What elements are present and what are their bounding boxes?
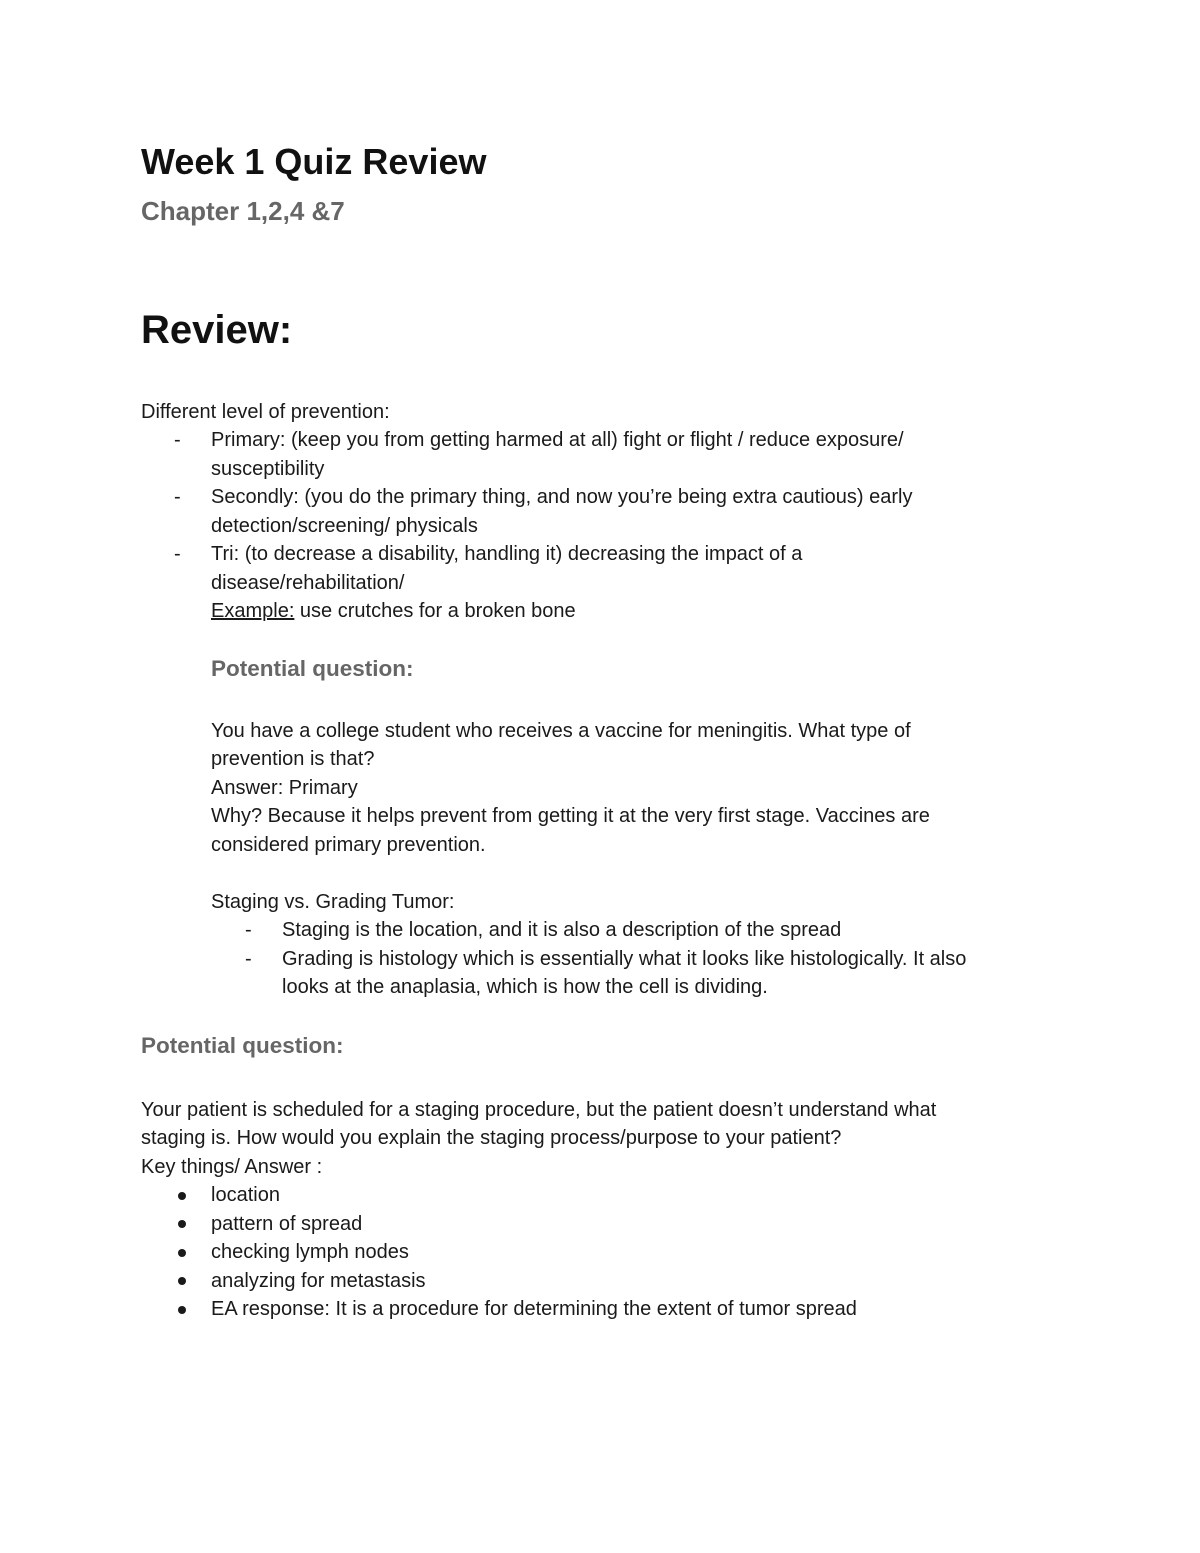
level-tertiary-line2: disease/rehabilitation/ bbox=[211, 572, 405, 594]
pq2-line: staging is. How would you explain the staging process/purpose to your patient? bbox=[141, 1127, 842, 1149]
example-text: use crutches for a broken bone bbox=[294, 600, 576, 622]
bullet-icon bbox=[178, 1192, 186, 1200]
level-primary-line1: Primary: (keep you from getting harmed at all) fight or flight / reduce exposure/ bbox=[211, 429, 904, 451]
level-secondary-line1: Secondly: (you do the primary thing, and now you’re being extra cautious) early bbox=[211, 486, 913, 508]
review-heading: Review: bbox=[141, 308, 293, 352]
grading-item-line2: looks at the anaplasia, which is how the cell is dividing. bbox=[282, 976, 768, 998]
bullet-icon bbox=[178, 1249, 186, 1257]
key-thing-item: pattern of spread bbox=[211, 1213, 363, 1235]
doc-title: Week 1 Quiz Review bbox=[141, 141, 487, 182]
list-dash: - bbox=[174, 486, 181, 508]
example-label: Example: bbox=[211, 600, 295, 622]
prevention-intro: Different level of prevention: bbox=[141, 401, 390, 423]
key-thing-item: analyzing for metastasis bbox=[211, 1270, 426, 1292]
pq1-line: considered primary prevention. bbox=[211, 834, 486, 856]
list-dash: - bbox=[245, 919, 252, 941]
pq1-line: You have a college student who receives a vaccine for meningitis. What type of bbox=[211, 720, 911, 742]
potential-question-heading-1: Potential question: bbox=[211, 656, 414, 681]
bullet-icon bbox=[178, 1306, 186, 1314]
pq2-line: Your patient is scheduled for a staging procedure, but the patient doesn’t understand what bbox=[141, 1099, 937, 1121]
list-dash: - bbox=[174, 543, 181, 565]
key-thing-item: checking lymph nodes bbox=[211, 1241, 409, 1263]
list-dash: - bbox=[174, 429, 181, 451]
potential-question-heading-2: Potential question: bbox=[141, 1033, 344, 1058]
doc-subtitle: Chapter 1,2,4 &7 bbox=[141, 196, 345, 226]
key-things-label: Key things/ Answer : bbox=[141, 1156, 323, 1178]
key-thing-item: location bbox=[211, 1184, 280, 1206]
pq1-line: prevention is that? bbox=[211, 748, 375, 770]
key-thing-item: EA response: It is a procedure for determining the extent of tumor spread bbox=[211, 1298, 857, 1320]
level-secondary-line2: detection/screening/ physicals bbox=[211, 515, 478, 537]
grading-item-line1: Grading is histology which is essentially what it looks like histologically. It also bbox=[282, 948, 967, 970]
example-line bbox=[211, 597, 576, 626]
level-tertiary-line1: Tri: (to decrease a disability, handling it) decreasing the impact of a bbox=[211, 543, 803, 565]
pq1-answer: Answer: Primary bbox=[211, 777, 358, 799]
bullet-icon bbox=[178, 1220, 186, 1228]
staging-item-line1: Staging is the location, and it is also a description of the spread bbox=[282, 919, 842, 941]
bullet-icon bbox=[178, 1277, 186, 1285]
level-primary-line2: susceptibility bbox=[211, 458, 325, 480]
pq1-line: Why? Because it helps prevent from getting it at the very first stage. Vaccines are bbox=[211, 805, 930, 827]
list-dash: - bbox=[245, 948, 252, 970]
staging-intro: Staging vs. Grading Tumor: bbox=[211, 891, 455, 913]
